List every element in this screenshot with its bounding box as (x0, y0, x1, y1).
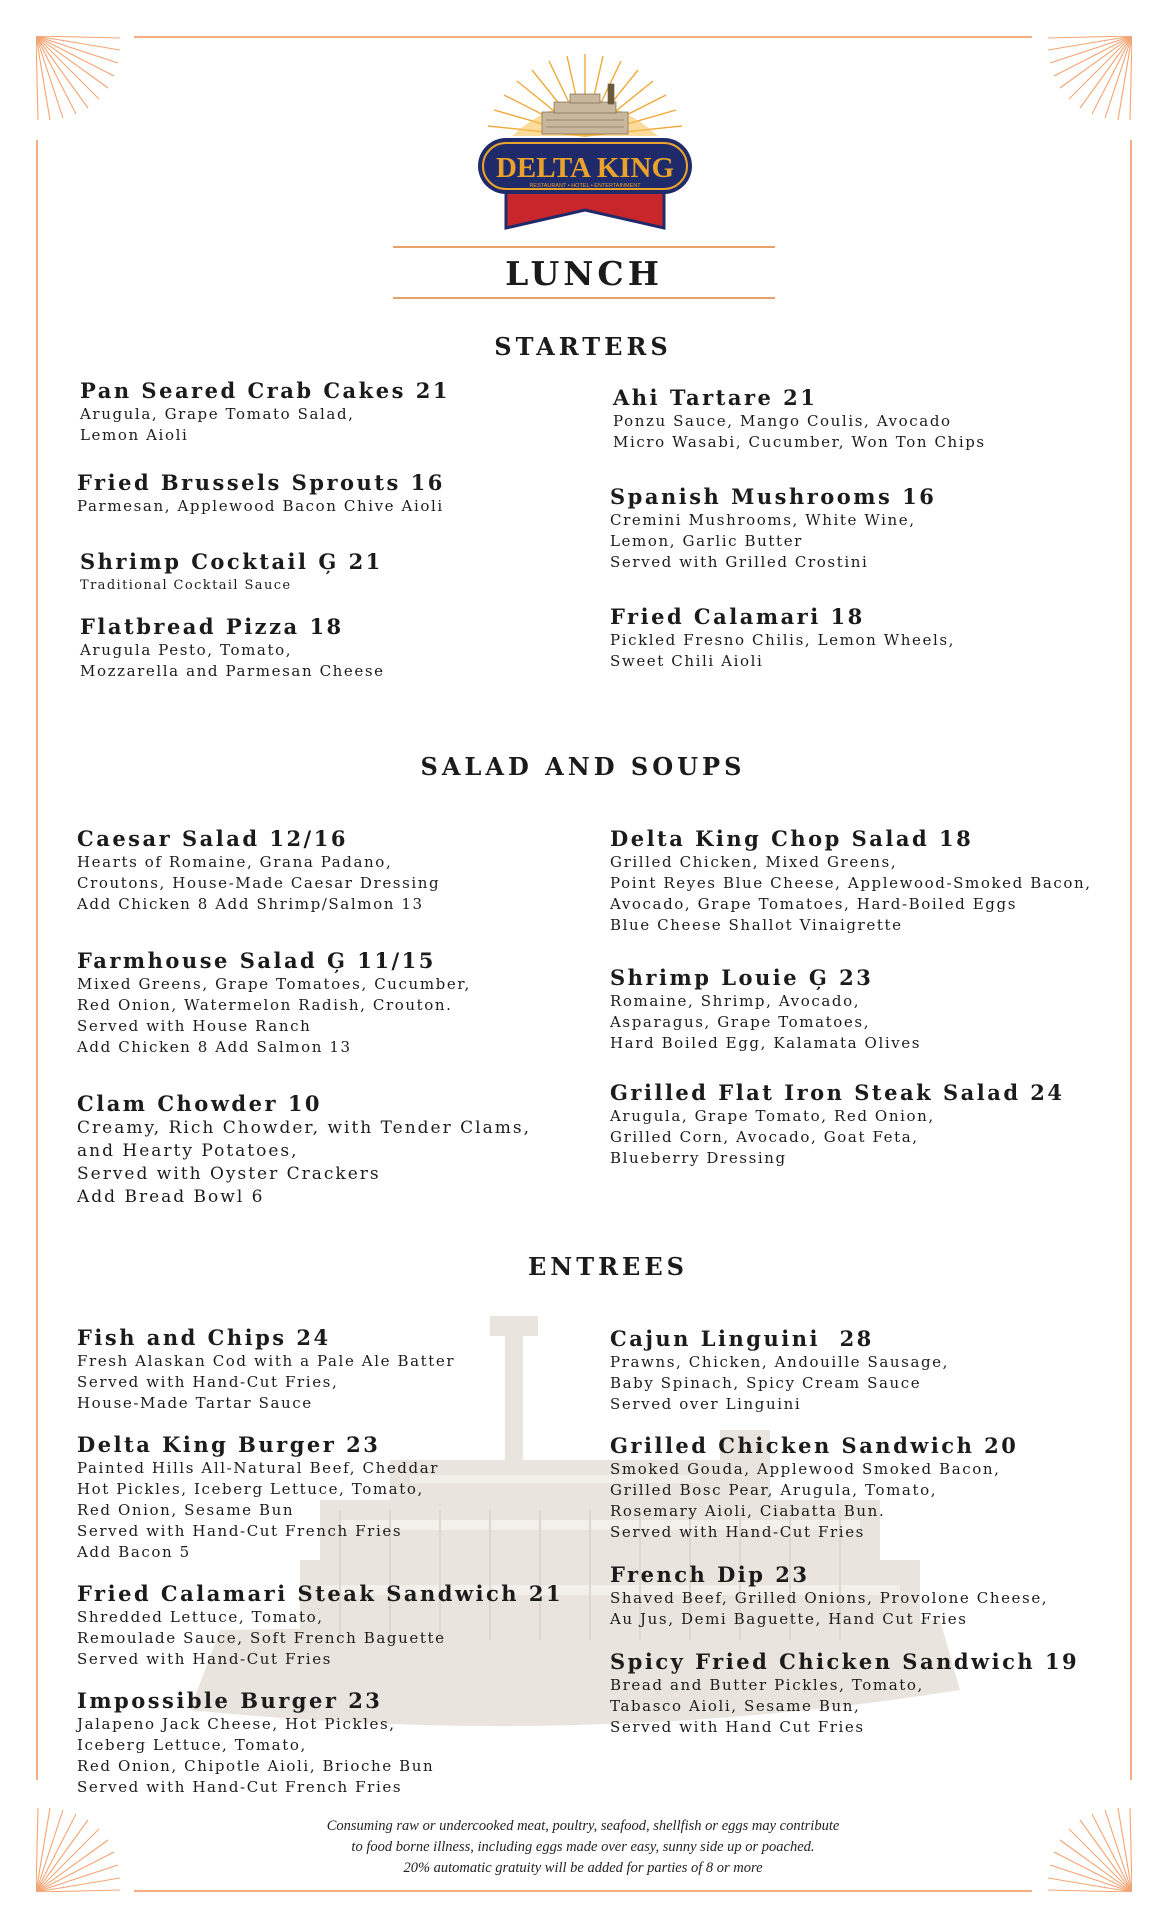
menu-item (77, 1091, 531, 1209)
item-description: Pickled Fresno Chilis, Lemon Wheels, Sweet Chili Aioli (610, 631, 956, 670)
item-description: Bread and Butter Pickles, Tomato, Tabasco Aioli, Sesame Bun, Served with Hand Cut Fries (610, 1676, 924, 1736)
item-description: Grilled Chicken, Mixed Greens, Point Reyes Blue Cheese, Applewood-Smoked Bacon, Avocado, Grape Tomatoes, Hard-Boiled Eggs Blue Cheese Shallot Vinaigrette (610, 853, 1092, 934)
top-border-line (134, 36, 1032, 38)
item-description: Ponzu Sauce, Mango Coulis, Avocado Micro Wasabi, Cucumber, Won Ton Chips (613, 412, 986, 451)
menu-item (610, 1562, 1048, 1630)
item-name: Grilled Flat Iron Steak Salad 24 (610, 1080, 1065, 1105)
starters-heading: STARTERS (494, 332, 672, 361)
lunch-top-rule (393, 246, 775, 248)
logo-tagline-text: RESTAURANT • HOTEL • ENTERTAINMENT (529, 183, 641, 189)
item-description: Romaine, Shrimp, Avocado, Asparagus, Grape Tomatoes, Hard Boiled Egg, Kalamata Olives (610, 992, 922, 1052)
item-description: Smoked Gouda, Applewood Smoked Bacon, Grilled Bosc Pear, Arugula, Tomato, Rosemary Aioli, Ciabatta Bun. Served with Hand-Cut Fries (610, 1460, 1001, 1541)
menu-item (613, 385, 986, 453)
item-description: Shredded Lettuce, Tomato, Remoulade Sauce, Soft French Baguette Served with Hand-Cut Fries (77, 1608, 446, 1668)
menu-item (610, 1649, 1079, 1738)
item-name: French Dip 23 (610, 1562, 810, 1587)
item-name: Shrimp Cocktail Ģ 21 (80, 549, 383, 574)
salads-heading: SALAD AND SOUPS (420, 752, 746, 781)
item-description: Fresh Alaskan Cod with a Pale Ale Batter Served with Hand-Cut Fries, House-Made Tartar Sauce (77, 1352, 456, 1412)
menu-item (77, 826, 440, 915)
entrees-heading: ENTREES (528, 1252, 688, 1281)
menu-item (77, 1688, 434, 1798)
bottom-border-line (134, 1890, 1032, 1892)
disclaimer-text: Consuming raw or undercooked meat, poultry, seafood, shellfish or eggs may contribute to food borne illness, including eggs made over easy, sunny side up or poached. 20% automatic gratuity will be added for parties of 8 or more (326, 1818, 840, 1876)
item-name: Shrimp Louie Ģ 23 (610, 965, 874, 990)
item-description: Jalapeno Jack Cheese, Hot Pickles, Iceberg Lettuce, Tomato, Red Onion, Chipotle Aioli, Brioche Bun Served with Hand-Cut French Fries (77, 1715, 435, 1796)
menu-item (610, 826, 1092, 936)
menu-item (77, 1581, 563, 1670)
menu-item (77, 948, 471, 1058)
lunch-bottom-rule (393, 297, 775, 299)
item-name: Spicy Fried Chicken Sandwich 19 (610, 1649, 1080, 1674)
sunburst-corner-icon (36, 36, 120, 120)
item-description: Parmesan, Applewood Bacon Chive Aioli (77, 497, 444, 515)
item-description: Arugula, Grape Tomato Salad, Lemon Aioli (80, 405, 355, 444)
item-name: Delta King Burger 23 (77, 1432, 381, 1457)
logo-brand-text: DELTA KING (495, 152, 675, 184)
item-name: Fried Brussels Sprouts 16 (77, 470, 445, 495)
item-description: Arugula Pesto, Tomato, Mozzarella and Parmesan Cheese (80, 641, 385, 680)
item-description: Mixed Greens, Grape Tomatoes, Cucumber, Red Onion, Watermelon Radish, Crouton. Served with House Ranch Add Chicken 8 Add Salmon 13 (77, 975, 471, 1056)
menu-item (80, 549, 383, 596)
item-description: Arugula, Grape Tomato, Red Onion, Grilled Corn, Avocado, Goat Feta, Blueberry Dressing (610, 1107, 935, 1167)
item-description: Creamy, Rich Chowder, with Tender Clams, and Hearty Potatoes, Served with Oyster Crackers Add Bread Bowl 6 (77, 1118, 531, 1207)
menu-item (80, 614, 385, 682)
menu-item (610, 604, 955, 672)
item-name: Fried Calamari 18 (610, 604, 865, 629)
item-description: Traditional Cocktail Sauce (80, 578, 292, 593)
right-border-line (1130, 140, 1132, 1780)
item-description: Hearts of Romaine, Grana Padano, Croutons, House-Made Caesar Dressing Add Chicken 8 Add Shrimp/Salmon 13 (77, 853, 441, 913)
menu-item (77, 1432, 439, 1563)
item-name: Pan Seared Crab Cakes 21 (80, 378, 450, 403)
item-name: Clam Chowder 10 (77, 1091, 323, 1116)
item-description: Prawns, Chicken, Andouille Sausage, Baby Spinach, Spicy Cream Sauce Served over Linguini (610, 1353, 950, 1413)
menu-item (77, 1325, 455, 1414)
menu-item (77, 470, 445, 517)
item-description: Cremini Mushrooms, White Wine, Lemon, Garlic Butter Served with Grilled Crostini (610, 511, 916, 571)
menu-item (610, 1433, 1018, 1543)
sunburst-corner-icon (1048, 36, 1132, 120)
menu-item (610, 965, 921, 1054)
item-name: Cajun Linguini 28 (610, 1326, 874, 1351)
page-title: LUNCH (505, 254, 663, 293)
item-name: Grilled Chicken Sandwich 20 (610, 1433, 1019, 1458)
menu-item (610, 484, 936, 573)
item-name: Impossible Burger 23 (77, 1688, 383, 1713)
left-border-line (36, 140, 38, 1780)
item-name: Farmhouse Salad Ģ 11/15 (77, 948, 436, 973)
menu-item (80, 378, 450, 446)
item-name: Delta King Chop Salad 18 (610, 826, 974, 851)
item-name: Fish and Chips 24 (77, 1325, 331, 1350)
menu-item (610, 1326, 949, 1415)
item-name: Fried Calamari Steak Sandwich 21 (77, 1581, 564, 1606)
delta-king-logo (472, 50, 698, 232)
item-name: Spanish Mushrooms 16 (610, 484, 937, 509)
item-name: Caesar Salad 12/16 (77, 826, 348, 851)
item-description: Shaved Beef, Grilled Onions, Provolone Cheese, Au Jus, Demi Baguette, Hand Cut Fries (610, 1589, 1049, 1628)
item-name: Ahi Tartare 21 (613, 385, 818, 410)
menu-item (610, 1080, 1065, 1169)
item-description: Painted Hills All-Natural Beef, Cheddar Hot Pickles, Iceberg Lettuce, Tomato, Red Onion, Sesame Bun Served with Hand-Cut French Fries Add Bacon 5 (77, 1459, 440, 1561)
item-name: Flatbread Pizza 18 (80, 614, 344, 639)
